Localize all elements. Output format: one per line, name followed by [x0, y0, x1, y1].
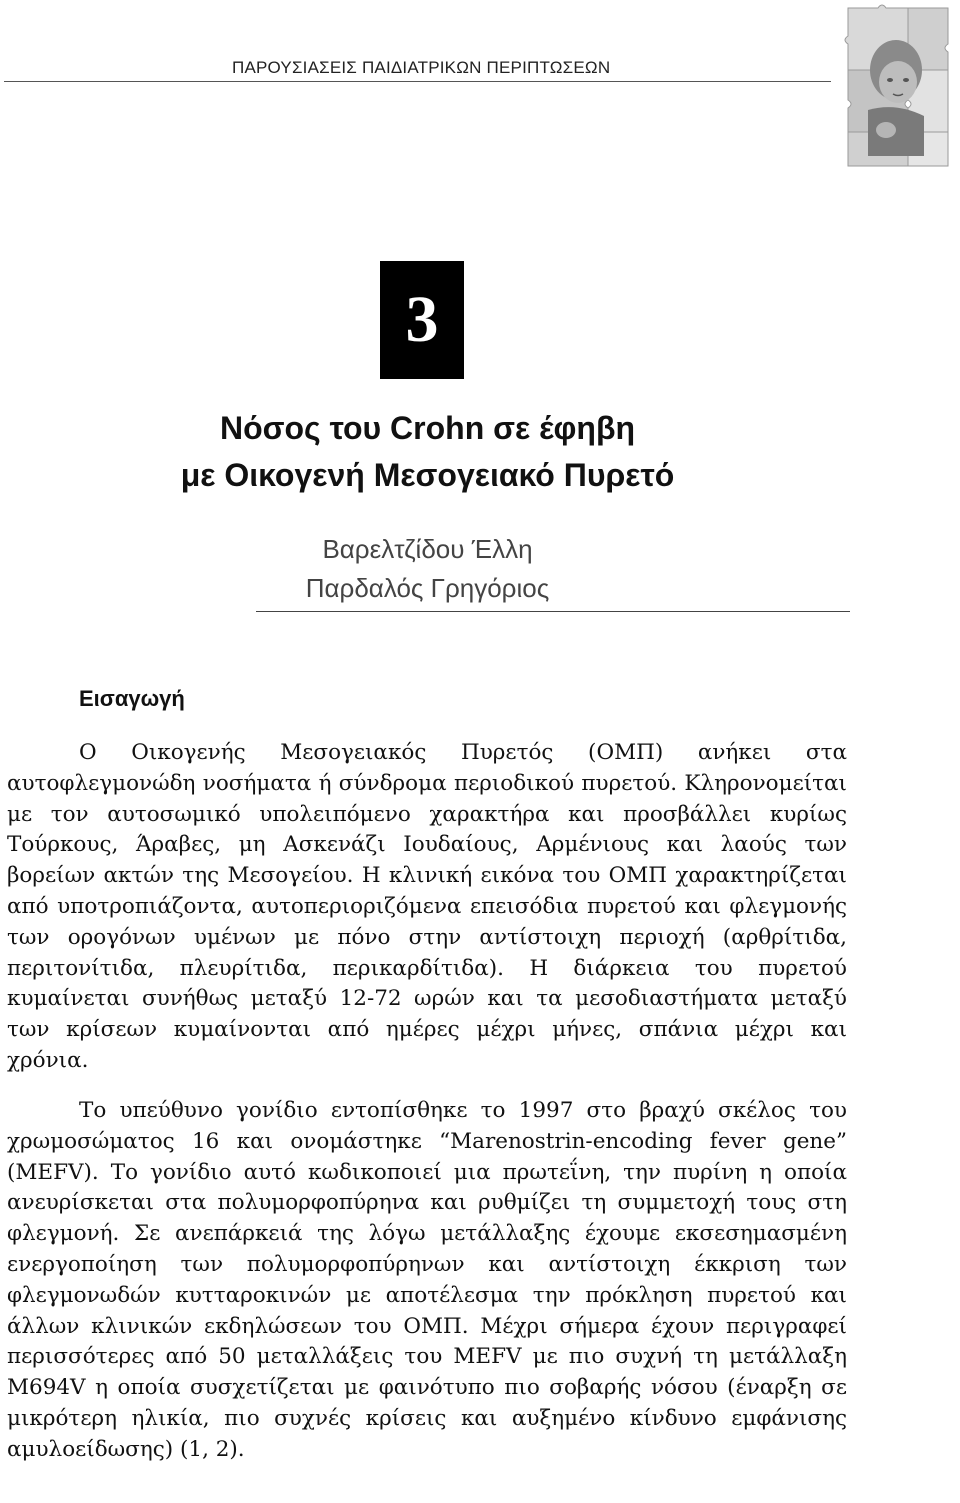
- chapter-number: 3: [380, 261, 464, 379]
- paragraph-2: Το υπεύθυνο γονίδιο εντοπίσθηκε το 1997 στο βραχύ σκέλος του χρωμοσώματος 16 και ονομάστηκε “Marenostrin-encoding fever gene” (MEFV). Το γονίδιο αυτό κωδικοποιεί μια πρωτεΐνη, την πυρίνη η οποία ανευρίσκεται στα πολυμορφοπύρηνα και ρυθμίζει τη συμμετοχή τους στη φλεγμονή. Σε ανεπάρκειά της λόγω μετάλλαξης έχουμε εκσεσημασμένη ενεργοποίηση των πολυμορφοπύρηνων και αντίστοιχη έκκριση των φλεγμονωδών κυτταροκινών με αποτέλεσμα την πρόκληση πυρετού και άλλων κλινικών εκδηλώσεων του ΟΜΠ. Μέχρι σήμερα έχουν περιγραφεί περισσότερες από 50 μεταλλάξεις του MEFV με πιο συχνή τη μετάλλαξη M694V η οποία συσχετίζεται με φαινότυπο πιο σοβαρής νόσου (έναρξη σε μικρότερη ηλικία, πιο συχνές κρίσεις και αυξημένο κίνδυνο εμφάνισης αμυλοείδωσης) (1, 2).: [7, 1098, 847, 1462]
- puzzle-child-logo: [838, 0, 958, 172]
- paragraph-1: Ο Οικογενής Μεσογειακός Πυρετός (ΟΜΠ) ανήκει στα αυτοφλεγμονώδη νοσήματα ή σύνδρομα περιοδικού πυρετού. Κληρονομείται με τον αυτοσωμικό υπολειπόμενο χαρακτήρα και προσβάλλει κυρίως Τούρκους, Άραβες, μη Ασκενάζι Ιουδαίους, Αρμένιους και λαούς των βορείων ακτών της Μεσογείου. Η κλινική εικόνα του ΟΜΠ χαρακτηρίζεται από υποτροπιάζοντα, αυτοπεριοριζόμενα επεισόδια πυρετού και φλεγμονής των ορογόνων υμένων με πόνο στην αντίστοιχη περιοχή (αρθρίτιδα, περιτονίτιδα, πλευρίτιδα, περικαρδίτιδα). Η διάρκεια του πυρετού κυμαίνεται συνήθως μεταξύ 12-72 ωρών και τα μεσοδιαστήματα μεταξύ των κρίσεων κυμαίνονται από ημέρες μέχρι μήνες, σπάνια μέχρι και χρόνια.: [7, 740, 847, 1073]
- chapter-title-line-1: Νόσος του Crohn σε έφηβη: [219, 410, 636, 446]
- author-2: Παρδαλός Γρηγόριος: [305, 573, 550, 603]
- running-header: ΠΑΡΟΥΣΙΑΣΕΙΣ ΠΑΙΔΙΑΤΡΙΚΩΝ ΠΕΡΙΠΤΩΣΕΩΝ: [232, 58, 611, 77]
- chapter-title-line-2: με Οικογενή Μεσογειακό Πυρετό: [180, 457, 675, 493]
- header-rule: [4, 81, 831, 82]
- title-rule: [256, 611, 850, 612]
- author-1: Βαρελτζίδου Έλλη: [322, 534, 533, 564]
- section-heading: Εισαγωγή: [79, 686, 185, 711]
